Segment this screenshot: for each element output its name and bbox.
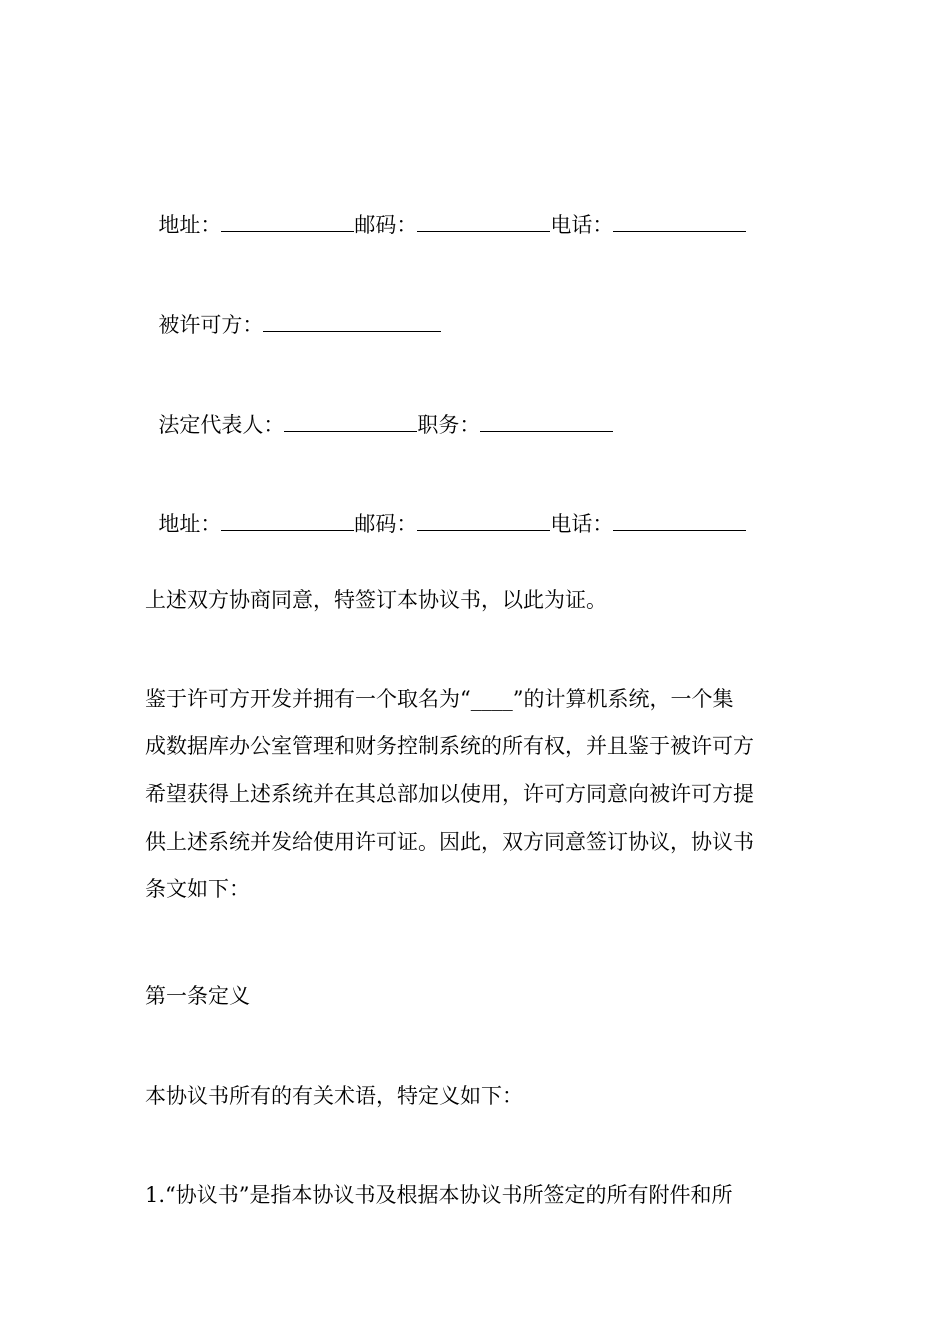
address-blank [221,213,354,232]
phone-label: 电话： [550,512,614,536]
licensee-line [145,289,441,337]
preamble-line: 条文如下： [145,877,250,901]
agreement-statement: 上述双方协商同意，特签订本协议书，以此为证。 [145,588,607,612]
address-blank [221,512,354,531]
postcode-label: 邮码： [354,512,418,536]
preamble-line: 希望获得上述系统并在其总部加以使用，许可方同意向被许可方提 [145,782,754,806]
licensor-contact-line [145,189,746,237]
licensee-contact-line [145,488,746,536]
preamble-line: 成数据库办公室管理和财务控制系统的所有权，并且鉴于被许可方 [145,734,754,758]
phone-blank [613,512,746,531]
position-label: 职务： [417,413,481,437]
postcode-blank [417,213,550,232]
licensee-label: 被许可方： [158,313,264,337]
address-label: 地址： [158,213,222,237]
address-label: 地址： [158,512,222,536]
legal-rep-line [145,389,613,437]
legal-rep-label: 法定代表人： [158,413,285,437]
definitions-intro: 本协议书所有的有关术语，特定义如下： [145,1084,523,1108]
licensee-blank [263,313,441,332]
postcode-label: 邮码： [354,213,418,237]
phone-label: 电话： [550,213,614,237]
definition-item: 1.“协议书”是指本协议书及根据本协议书所签定的所有附件和所 [145,1183,733,1207]
preamble-line: 供上述系统并发给使用许可证。因此，双方同意签订协议，协议书 [145,830,754,854]
legal-rep-blank [284,413,417,432]
preamble-line: 鉴于许可方开发并拥有一个取名为“____”的计算机系统，一个集 [145,687,734,711]
article-title: 第一条定义 [145,984,250,1008]
phone-blank [613,213,746,232]
position-blank [480,413,613,432]
postcode-blank [417,512,550,531]
